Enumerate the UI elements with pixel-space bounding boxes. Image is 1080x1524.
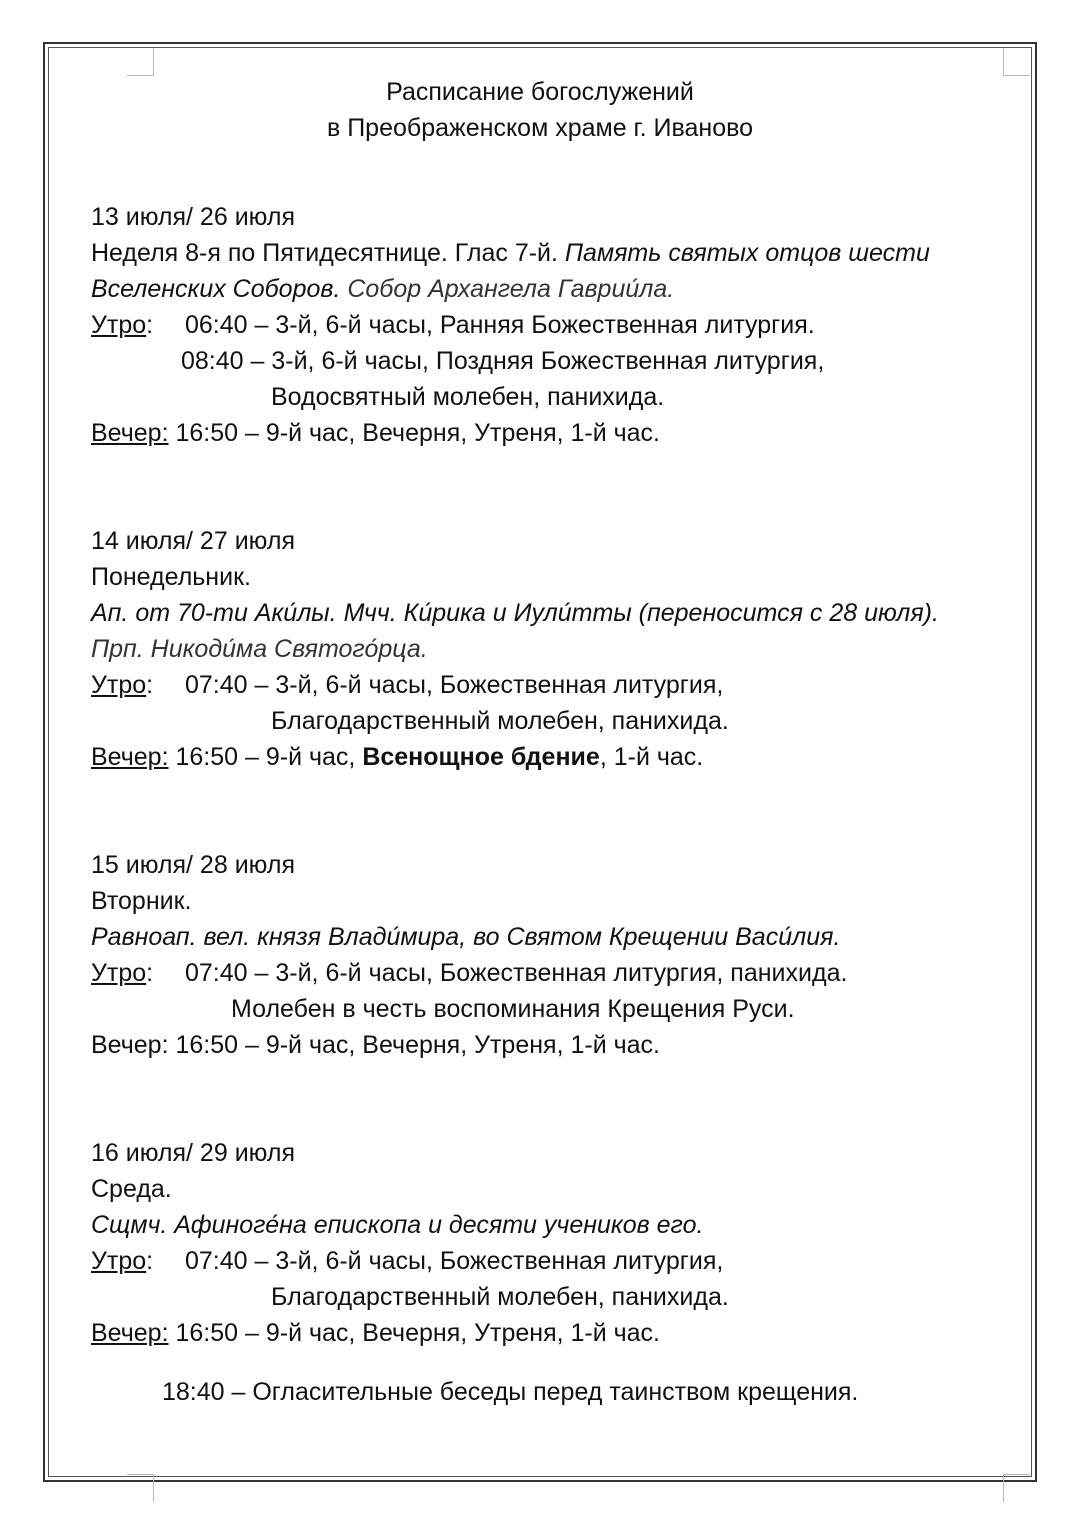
- day-date: 14 июля/ 27 июля: [91, 527, 295, 555]
- morning-row: Утро:: [91, 671, 154, 699]
- morning-row: Утро:: [91, 311, 154, 339]
- day-date: 13 июля/ 26 июля: [91, 203, 295, 231]
- feast-line: [91, 235, 930, 271]
- day-date: 16 июля/ 29 июля: [91, 1139, 295, 1167]
- service-highlight: Всенощное бдение: [362, 743, 600, 771]
- feast-commemoration: Вселенских Соборов.: [91, 275, 341, 303]
- crop-mark: [153, 48, 154, 76]
- morning-label: Утро: [91, 671, 147, 699]
- weekday: Вторник.: [91, 887, 192, 915]
- crop-mark: [1003, 1474, 1030, 1475]
- feast-commemoration: Равноап. вел. князя Влади́мира, во Святом Крещении Васи́лия.: [91, 923, 841, 951]
- service-item: Благодарственный молебен, панихида.: [271, 707, 729, 735]
- morning-label: Утро: [91, 1247, 147, 1275]
- morning-label: Утро: [91, 959, 147, 987]
- morning-row: Утро:: [91, 959, 154, 987]
- evening-row: [91, 1315, 660, 1351]
- crop-mark: [153, 1474, 154, 1502]
- feast-commemoration: Ап. от 70-ти Аки́лы. Мчч. Ки́рика и Иули́тты (переносится с 28 июля).: [91, 599, 939, 627]
- service-item: 16:50 – 9-й час, Вечерня, Утреня, 1-й час.: [175, 1319, 661, 1347]
- service-item: 16:50 – 9-й час,: [175, 743, 363, 771]
- evening-label: Вечер:: [91, 743, 169, 771]
- feast-commemoration: Сщмч. Афиноге́на епископа и десяти учеников его.: [91, 1211, 704, 1239]
- service-item: 08:40 – 3-й, 6-й часы, Поздняя Божественная литургия,: [181, 347, 825, 375]
- weekday: Понедельник.: [91, 563, 251, 591]
- crop-mark: [1003, 48, 1004, 76]
- evening-label: Вечер:: [91, 1319, 169, 1347]
- day-date: 15 июля/ 28 июля: [91, 851, 295, 879]
- service-item: Водосвятный молебен, панихида.: [271, 383, 665, 411]
- weekday: Среда.: [91, 1175, 172, 1203]
- catechism-note: 18:40 – Огласительные беседы перед таинством крещения.: [162, 1378, 859, 1406]
- morning-label: Утро: [91, 311, 147, 339]
- crop-mark: [127, 1474, 154, 1475]
- service-item: Благодарственный молебен, панихида.: [271, 1283, 729, 1311]
- evening-row: [91, 415, 660, 451]
- evening-row: Вечер: 16:50 – 9-й час, Вечерня, Утреня, 1-й час.: [91, 1031, 660, 1059]
- service-item: 07:40 – 3-й, 6-й часы, Божественная литургия, панихида.: [185, 959, 848, 987]
- service-item: 07:40 – 3-й, 6-й часы, Божественная литургия,: [185, 671, 724, 699]
- feast-title: Неделя 8-я по Пятидесятнице. Глас 7-й.: [91, 239, 558, 267]
- feast-secondary: Прп. Никоди́ма Святого́рца.: [91, 635, 428, 663]
- feast-line: [91, 271, 674, 307]
- service-item: 06:40 – 3-й, 6-й часы, Ранняя Божественная литургия.: [185, 311, 815, 339]
- feast-commemoration: Память святых отцов шести: [564, 239, 930, 267]
- page-subtitle: в Преображенском храме г. Иваново: [326, 114, 753, 142]
- evening-row: [91, 739, 703, 775]
- service-item: 16:50 – 9-й час, Вечерня, Утреня, 1-й час.: [175, 419, 661, 447]
- feast-secondary: Собор Архангела Гаврии́ла.: [347, 275, 675, 303]
- service-item: 07:40 – 3-й, 6-й часы, Божественная литургия,: [185, 1247, 724, 1275]
- morning-row: Утро:: [91, 1247, 154, 1275]
- crop-mark: [1003, 1474, 1004, 1502]
- service-highlight: Молебен в честь воспоминания Крещения Руси.: [231, 995, 795, 1023]
- evening-label: Вечер:: [91, 419, 169, 447]
- page-title: Расписание богослужений: [386, 78, 694, 106]
- service-item: , 1-й час.: [599, 743, 704, 771]
